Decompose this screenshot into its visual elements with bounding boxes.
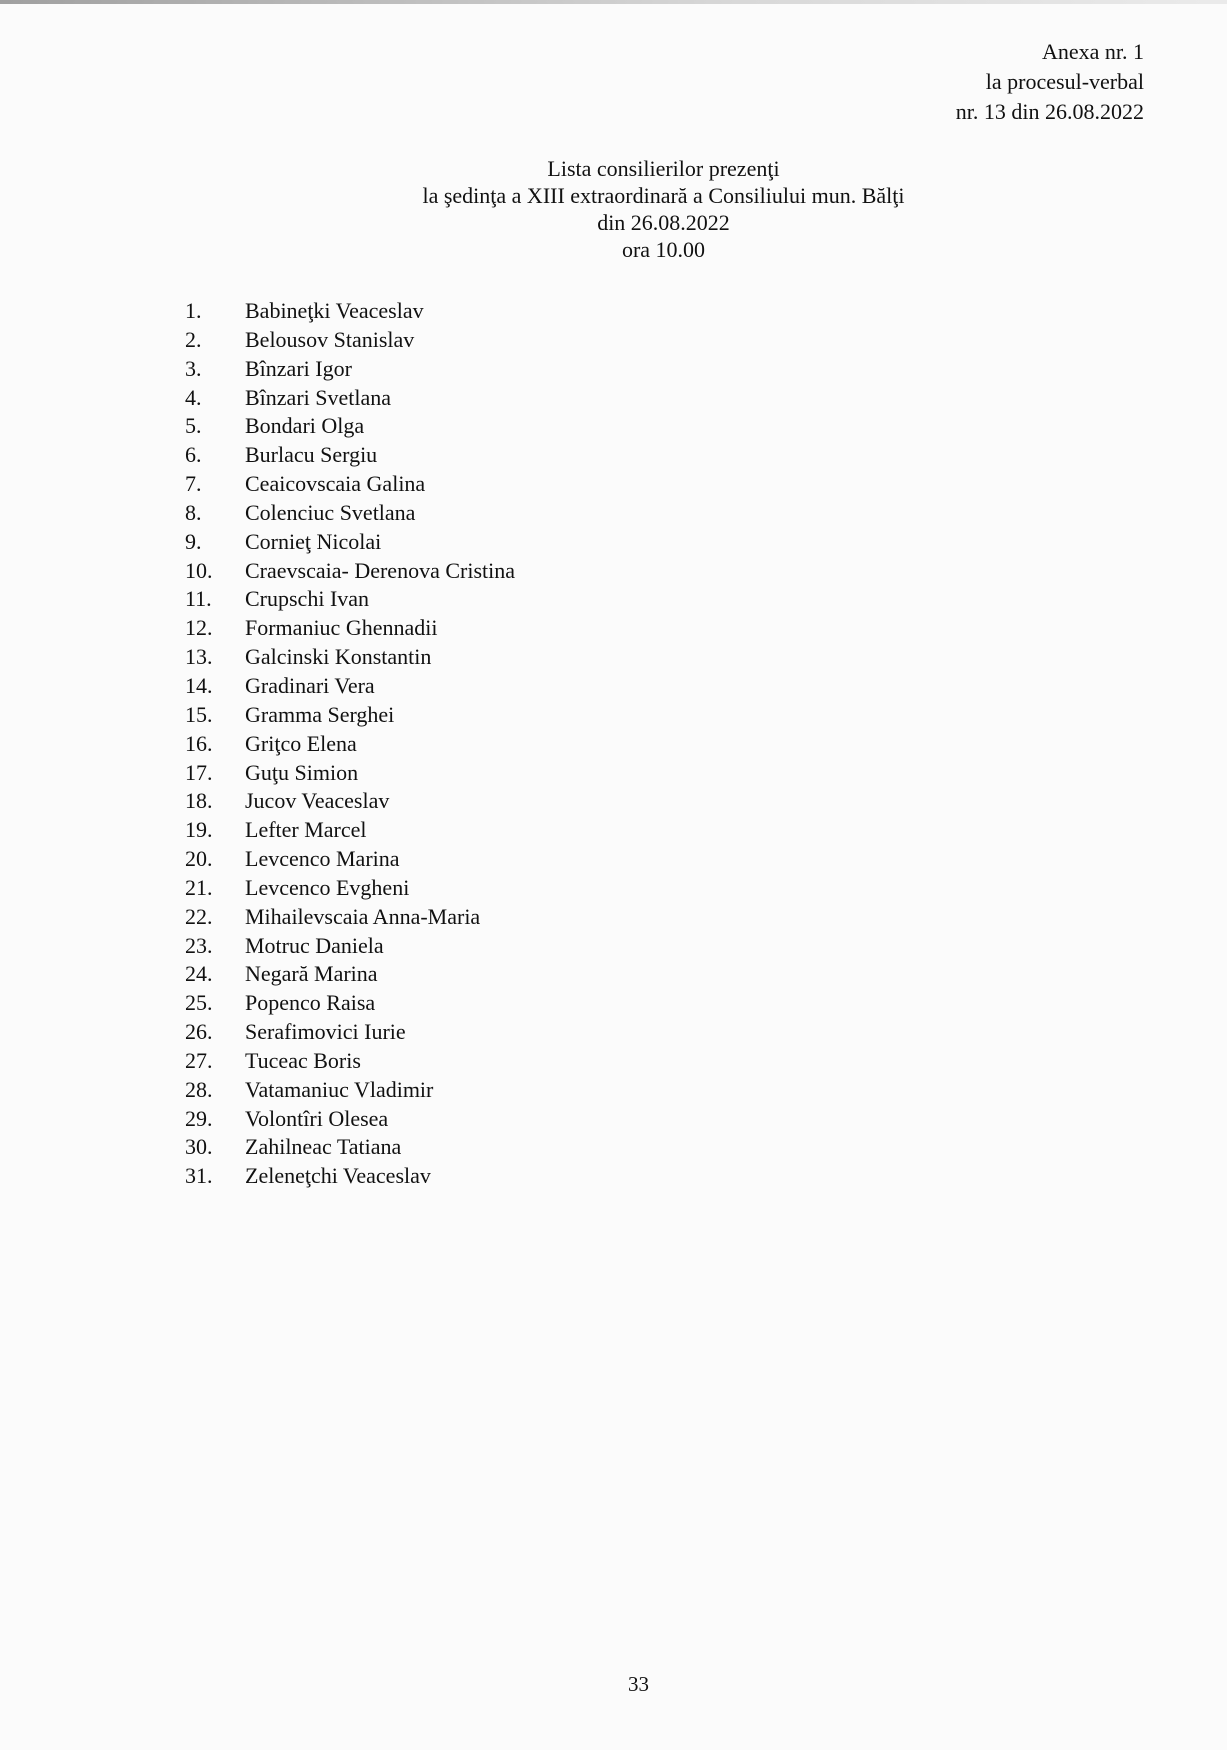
- list-item-number: 11.: [185, 586, 212, 612]
- list-item: [185, 585, 515, 614]
- list-item-number: 14.: [185, 672, 213, 698]
- heading-date: din 26.08.2022: [597, 210, 730, 235]
- list-item-name: Levcenco Marina: [245, 846, 400, 872]
- list-item-number: 15.: [185, 701, 213, 727]
- list-item-number: 25.: [185, 990, 213, 1016]
- list-item-number: 2.: [185, 326, 202, 352]
- list-item-name: Jucov Veaceslav: [245, 788, 390, 814]
- list-item-number: 26.: [185, 1019, 213, 1045]
- list-item-number: 3.: [185, 355, 202, 381]
- list-item-number: 22.: [185, 903, 213, 929]
- list-item-name: Galcinski Konstantin: [245, 644, 432, 670]
- annex-line-3: nr. 13 din 26.08.2022: [955, 99, 1144, 124]
- list-item-number: 30.: [185, 1134, 213, 1160]
- list-item-name: Ceaicovscaia Galina: [245, 471, 426, 497]
- councillor-list: [185, 297, 515, 1191]
- annex-line-1: Anexa nr. 1: [1041, 39, 1144, 64]
- list-item-number: 18.: [185, 788, 213, 814]
- list-item-name: Zahilneac Tatiana: [245, 1134, 402, 1160]
- list-item: [185, 384, 515, 413]
- list-item: [185, 903, 515, 932]
- list-item-name: Colenciuc Svetlana: [245, 499, 416, 525]
- list-item: [185, 672, 515, 701]
- list-item: [185, 960, 515, 989]
- list-item-number: 24.: [185, 961, 213, 987]
- list-item-number: 21.: [185, 874, 213, 900]
- list-item-name: Formaniuc Ghennadii: [245, 615, 438, 641]
- list-item-name: Serafimovici Iurie: [245, 1019, 406, 1045]
- list-item: [185, 1133, 515, 1162]
- list-item-number: 19.: [185, 817, 213, 843]
- list-item: [185, 989, 515, 1018]
- list-item: [185, 643, 515, 672]
- list-item-number: 5.: [185, 413, 202, 439]
- list-item-name: Belousov Stanislav: [245, 326, 415, 352]
- list-item-name: Motruc Daniela: [245, 932, 384, 958]
- list-item-number: 10.: [185, 557, 213, 583]
- list-item-number: 7.: [185, 471, 202, 497]
- list-item-number: 17.: [185, 759, 213, 785]
- list-item: [185, 759, 515, 788]
- list-item: [185, 441, 515, 470]
- list-item-number: 9.: [185, 528, 202, 554]
- list-item-number: 1.: [185, 298, 202, 323]
- list-item: [185, 470, 515, 499]
- list-item-name: Popenco Raisa: [245, 990, 376, 1016]
- list-item-number: 23.: [185, 932, 213, 958]
- list-item: [185, 326, 515, 355]
- document-heading: [0, 155, 1227, 263]
- list-item-number: 31.: [185, 1163, 213, 1189]
- list-item-name: Lefter Marcel: [245, 817, 367, 843]
- list-item-name: Burlacu Sergiu: [245, 442, 378, 468]
- list-item-name: Crupschi Ivan: [245, 586, 370, 612]
- list-item-number: 6.: [185, 442, 202, 468]
- list-item-name: Bînzari Svetlana: [245, 384, 392, 410]
- list-item-name: Zeleneţchi Veaceslav: [245, 1163, 431, 1189]
- list-item-name: Gradinari Vera: [245, 672, 375, 698]
- list-item: [185, 874, 515, 903]
- list-item-number: 29.: [185, 1105, 213, 1131]
- list-item-name: Cornieţ Nicolai: [245, 528, 382, 554]
- list-item-name: Bondari Olga: [245, 413, 365, 439]
- scan-edge: [0, 0, 1227, 4]
- annex-block: [956, 37, 1144, 127]
- heading-session: la şedinţa a XIII extraordinară a Consiliului mun. Bălţi: [422, 183, 905, 208]
- list-item-number: 13.: [185, 644, 213, 670]
- list-item-name: Bînzari Igor: [245, 355, 352, 381]
- list-item: [185, 1047, 515, 1076]
- list-item: [185, 730, 515, 759]
- list-item: [185, 297, 515, 326]
- list-item-name: Guţu Simion: [245, 759, 359, 785]
- annex-line-2: la procesul-verbal: [985, 69, 1144, 94]
- list-item-number: 4.: [185, 384, 202, 410]
- list-item: [185, 701, 515, 730]
- list-item-number: 28.: [185, 1076, 213, 1102]
- list-item: [185, 355, 515, 384]
- list-item: [185, 614, 515, 643]
- list-item: [185, 787, 515, 816]
- list-item-number: 12.: [185, 615, 213, 641]
- list-item: [185, 557, 515, 586]
- list-item-number: 20.: [185, 846, 213, 872]
- list-item: [185, 1162, 515, 1191]
- list-item-name: Negară Marina: [245, 961, 378, 987]
- list-item-name: Levcenco Evgheni: [245, 874, 410, 900]
- list-item-name: Mihailevscaia Anna-Maria: [245, 903, 481, 929]
- heading-time: ora 10.00: [621, 237, 706, 262]
- list-item-name: Babineţki Veaceslav: [245, 298, 424, 323]
- list-item: [185, 816, 515, 845]
- list-item-name: Gramma Serghei: [245, 701, 395, 727]
- list-item-name: Volontîri Olesea: [245, 1105, 389, 1131]
- list-item-number: 8.: [185, 499, 202, 525]
- list-item-number: 27.: [185, 1047, 213, 1073]
- list-item: [185, 528, 515, 557]
- heading-title: Lista consilierilor prezenţi: [547, 156, 780, 181]
- page-number: 33: [628, 1672, 649, 1696]
- list-item: [185, 1076, 515, 1105]
- list-item: [185, 1105, 515, 1134]
- list-item-name: Vatamaniuc Vladimir: [245, 1076, 434, 1102]
- list-item: [185, 412, 515, 441]
- list-item-name: Craevscaia- Derenova Cristina: [245, 557, 515, 583]
- list-item: [185, 932, 515, 961]
- list-item-number: 16.: [185, 730, 213, 756]
- list-item-name: Griţco Elena: [245, 730, 357, 756]
- list-item-name: Tuceac Boris: [245, 1047, 361, 1073]
- list-item: [185, 499, 515, 528]
- list-item: [185, 1018, 515, 1047]
- list-item: [185, 845, 515, 874]
